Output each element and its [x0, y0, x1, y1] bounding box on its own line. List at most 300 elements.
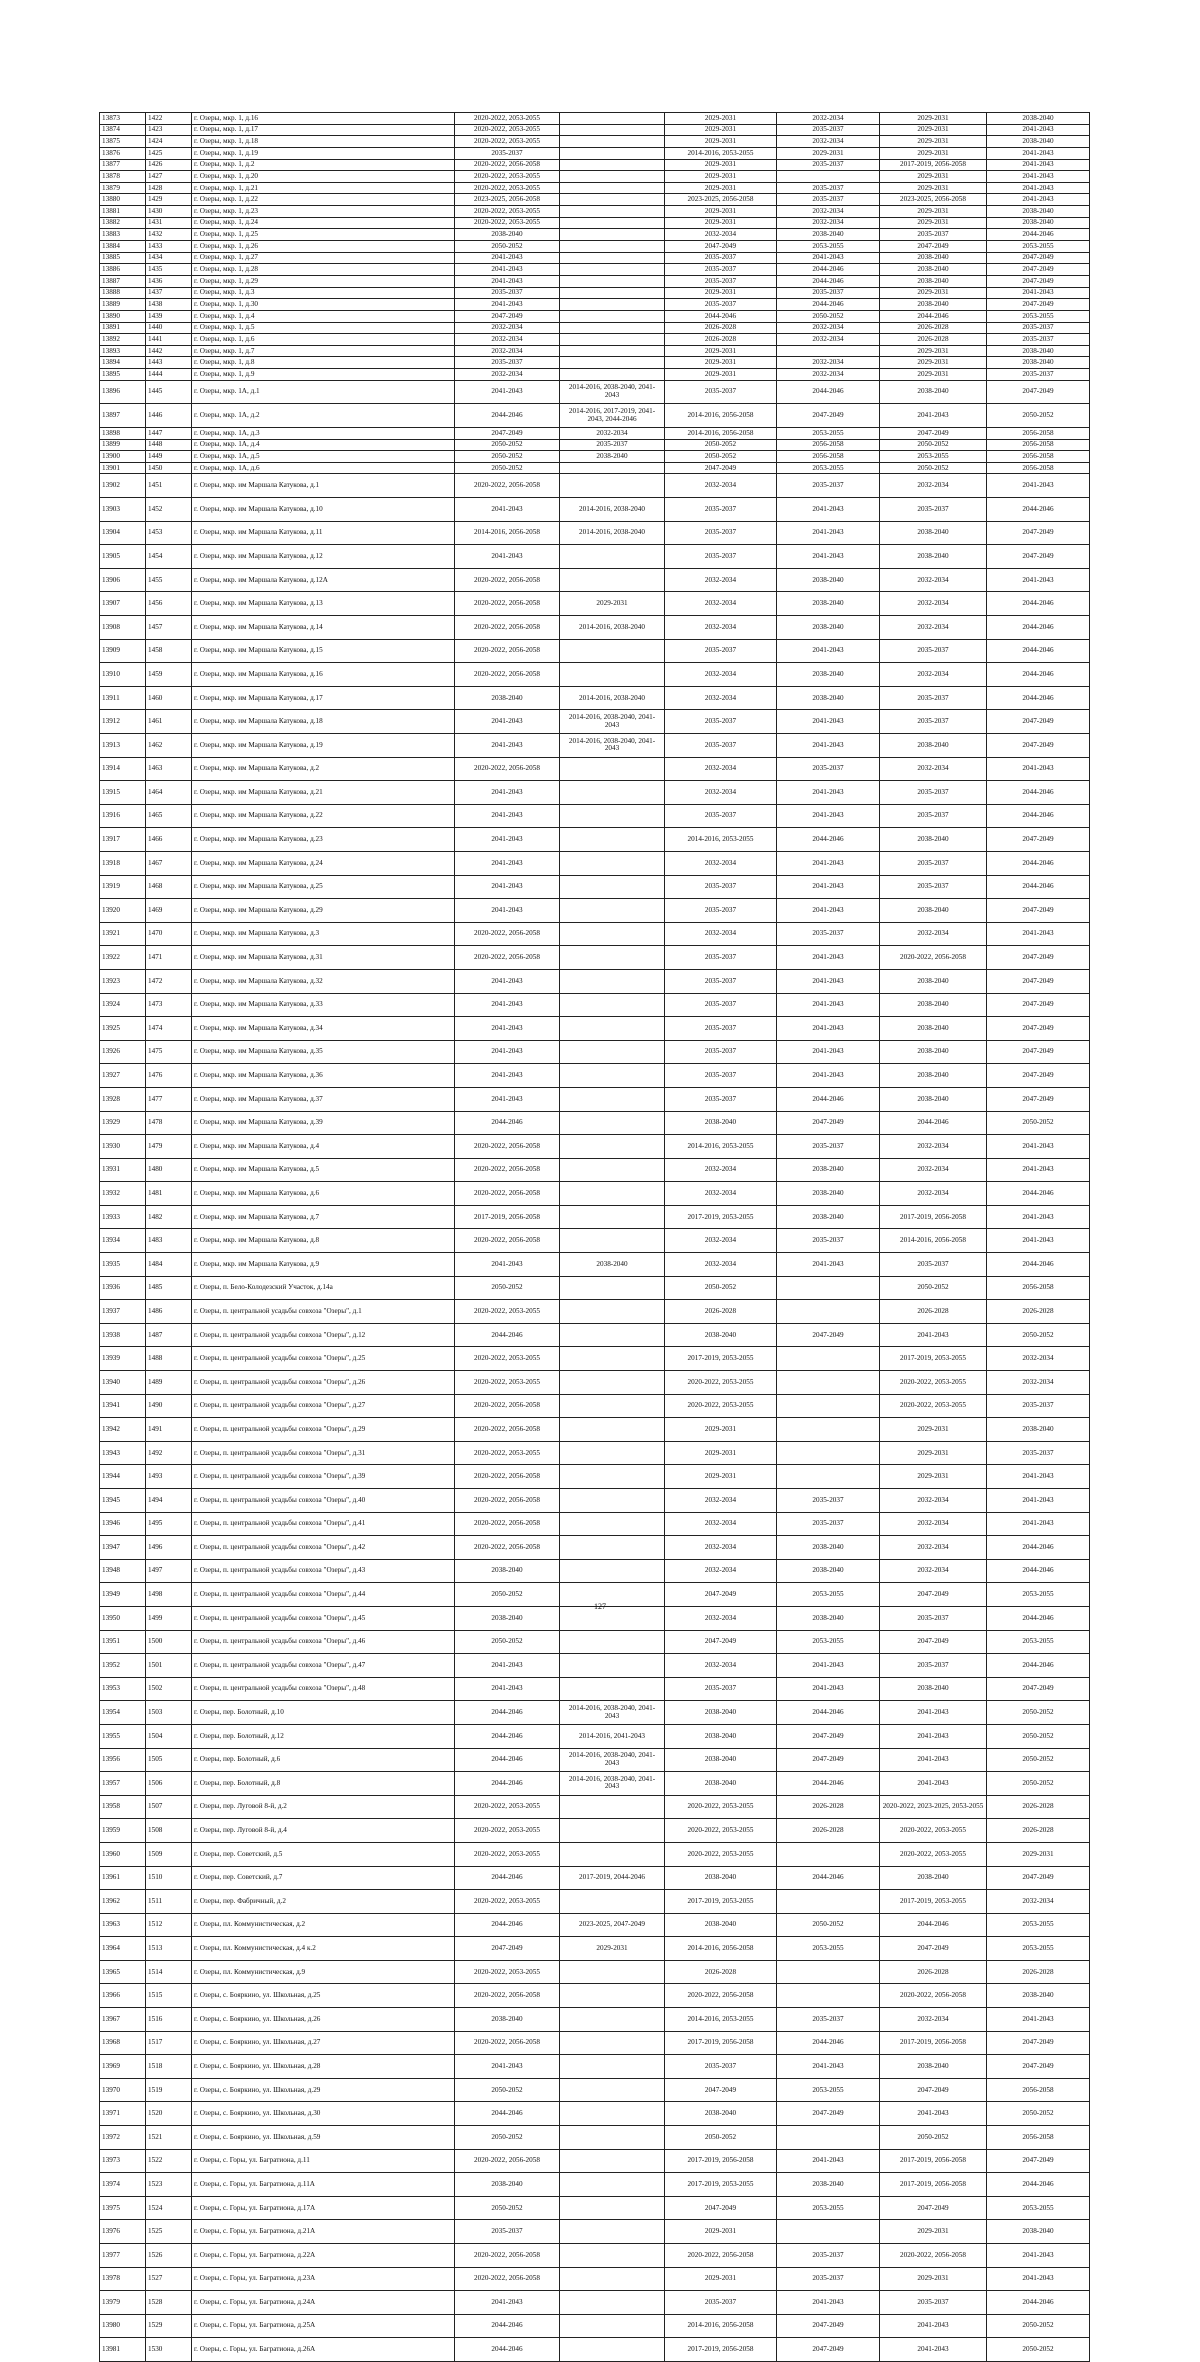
period-3-cell: 2035-2037 — [665, 969, 777, 993]
period-5-cell: 2032-2034 — [880, 2008, 987, 2032]
period-4-cell — [777, 1984, 880, 2008]
address-cell: г. Озеры, мкр. 1, д.26 — [192, 241, 455, 253]
table-row — [100, 147, 1090, 159]
address-cell: г. Озеры, мкр. им Маршала Катукова, д.24 — [192, 851, 455, 875]
row-id-cell: 13954 — [100, 1701, 146, 1725]
period-3-cell: 2032-2034 — [665, 1489, 777, 1513]
period-5-cell: 2038-2040 — [880, 993, 987, 1017]
period-4-cell: 2041-2043 — [777, 1017, 880, 1041]
period-6-cell: 2047-2049 — [987, 1866, 1090, 1890]
period-4-cell: 2047-2049 — [777, 1724, 880, 1748]
period-4-cell — [777, 1960, 880, 1984]
period-6-cell: 2056-2058 — [987, 1276, 1090, 1300]
table-row — [100, 1772, 1090, 1796]
period-6-cell: 2041-2043 — [987, 474, 1090, 498]
table-row — [100, 369, 1090, 381]
row-id-cell: 13945 — [100, 1489, 146, 1513]
table-row — [100, 1135, 1090, 1159]
period-5-cell: 2038-2040 — [880, 2055, 987, 2079]
period-2-cell — [560, 136, 665, 148]
period-5-cell: 2032-2034 — [880, 1536, 987, 1560]
row-number-cell: 1485 — [146, 1276, 192, 1300]
address-cell: г. Озеры, п. центральной усадьбы совхоза "Озеры", д.48 — [192, 1677, 455, 1701]
period-6-cell: 2053-2055 — [987, 241, 1090, 253]
row-id-cell: 13965 — [100, 1960, 146, 1984]
period-5-cell: 2038-2040 — [880, 969, 987, 993]
address-cell: г. Озеры, с. Горы, ул. Багратиона, д.17А — [192, 2196, 455, 2220]
table-row — [100, 1701, 1090, 1725]
period-2-cell — [560, 1394, 665, 1418]
period-1-cell: 2020-2022, 2056-2058 — [455, 1984, 560, 2008]
period-6-cell: 2044-2046 — [987, 1253, 1090, 1277]
period-4-cell: 2038-2040 — [777, 2173, 880, 2197]
period-2-cell: 2014-2016, 2038-2040 — [560, 686, 665, 710]
table-row — [100, 2102, 1090, 2126]
row-id-cell: 13924 — [100, 993, 146, 1017]
period-6-cell: 2056-2058 — [987, 2126, 1090, 2150]
period-4-cell: 2032-2034 — [777, 357, 880, 369]
period-4-cell: 2038-2040 — [777, 1536, 880, 1560]
period-3-cell: 2035-2037 — [665, 252, 777, 264]
period-5-cell: 2041-2043 — [880, 2314, 987, 2338]
row-number-cell: 1442 — [146, 345, 192, 357]
period-4-cell: 2035-2037 — [777, 922, 880, 946]
address-cell: г. Озеры, мкр. им Маршала Катукова, д.15 — [192, 639, 455, 663]
row-id-cell: 13960 — [100, 1842, 146, 1866]
period-4-cell: 2038-2040 — [777, 616, 880, 640]
period-1-cell: 2044-2046 — [455, 2102, 560, 2126]
period-1-cell: 2020-2022, 2053-2055 — [455, 182, 560, 194]
row-id-cell: 13957 — [100, 1772, 146, 1796]
period-1-cell: 2041-2043 — [455, 380, 560, 404]
row-id-cell: 13928 — [100, 1087, 146, 1111]
table-row — [100, 404, 1090, 428]
period-3-cell: 2029-2031 — [665, 136, 777, 148]
schedule-table — [99, 112, 1090, 2362]
period-3-cell: 2029-2031 — [665, 1418, 777, 1442]
address-cell: г. Озеры, мкр. им Маршала Катукова, д.4 — [192, 1135, 455, 1159]
period-2-cell: 2029-2031 — [560, 1937, 665, 1961]
period-4-cell: 2038-2040 — [777, 568, 880, 592]
period-4-cell: 2038-2040 — [777, 1606, 880, 1630]
address-cell: г. Озеры, мкр. 1, д.23 — [192, 206, 455, 218]
period-4-cell: 2056-2058 — [777, 451, 880, 463]
period-4-cell — [777, 1418, 880, 1442]
table-row — [100, 113, 1090, 125]
row-id-cell: 13907 — [100, 592, 146, 616]
address-cell: г. Озеры, п. центральной усадьбы совхоза "Озеры", д.40 — [192, 1489, 455, 1513]
period-6-cell: 2044-2046 — [987, 2173, 1090, 2197]
period-1-cell: 2050-2052 — [455, 1276, 560, 1300]
address-cell: г. Озеры, мкр. 1, д.21 — [192, 182, 455, 194]
period-6-cell: 2053-2055 — [987, 1583, 1090, 1607]
row-number-cell: 1521 — [146, 2126, 192, 2150]
table-row — [100, 171, 1090, 183]
table-row — [100, 1253, 1090, 1277]
period-2-cell — [560, 322, 665, 334]
period-4-cell: 2053-2055 — [777, 427, 880, 439]
period-3-cell: 2032-2034 — [665, 229, 777, 241]
period-3-cell: 2017-2019, 2053-2055 — [665, 1890, 777, 1914]
period-3-cell: 2032-2034 — [665, 1654, 777, 1678]
period-5-cell: 2038-2040 — [880, 275, 987, 287]
period-1-cell: 2020-2022, 2056-2058 — [455, 616, 560, 640]
row-id-cell: 13914 — [100, 757, 146, 781]
row-id-cell: 13951 — [100, 1630, 146, 1654]
address-cell: г. Озеры, мкр. 1А, д.4 — [192, 439, 455, 451]
row-number-cell: 1486 — [146, 1300, 192, 1324]
period-1-cell: 2020-2022, 2056-2058 — [455, 1418, 560, 1442]
period-6-cell: 2032-2034 — [987, 1347, 1090, 1371]
period-4-cell: 2053-2055 — [777, 2078, 880, 2102]
period-3-cell: 2020-2022, 2053-2055 — [665, 1795, 777, 1819]
period-2-cell — [560, 1536, 665, 1560]
table-row — [100, 334, 1090, 346]
row-id-cell: 13915 — [100, 781, 146, 805]
address-cell: г. Озеры, мкр. им Маршала Катукова, д.25 — [192, 875, 455, 899]
period-4-cell: 2047-2049 — [777, 2338, 880, 2362]
period-1-cell: 2020-2022, 2056-2058 — [455, 1158, 560, 1182]
period-5-cell: 2020-2022, 2053-2055 — [880, 1394, 987, 1418]
table-row — [100, 427, 1090, 439]
address-cell: г. Озеры, мкр. 1, д.28 — [192, 264, 455, 276]
row-id-cell: 13947 — [100, 1536, 146, 1560]
address-cell: г. Озеры, с. Бояркино, ул. Школьная, д.27 — [192, 2031, 455, 2055]
period-1-cell: 2020-2022, 2056-2058 — [455, 474, 560, 498]
row-id-cell: 13911 — [100, 686, 146, 710]
period-1-cell: 2035-2037 — [455, 147, 560, 159]
row-number-cell: 1456 — [146, 592, 192, 616]
period-4-cell: 2041-2043 — [777, 545, 880, 569]
period-2-cell: 2023-2025, 2047-2049 — [560, 1913, 665, 1937]
row-id-cell: 13875 — [100, 136, 146, 148]
period-3-cell: 2017-2019, 2056-2058 — [665, 2338, 777, 2362]
row-number-cell: 1450 — [146, 462, 192, 474]
period-2-cell — [560, 1512, 665, 1536]
period-4-cell — [777, 2220, 880, 2244]
period-6-cell: 2050-2052 — [987, 1748, 1090, 1772]
period-6-cell: 2047-2049 — [987, 946, 1090, 970]
period-3-cell: 2026-2028 — [665, 1300, 777, 1324]
row-number-cell: 1445 — [146, 380, 192, 404]
address-cell: г. Озеры, п. центральной усадьбы совхоза "Озеры", д.26 — [192, 1371, 455, 1395]
period-3-cell: 2029-2031 — [665, 206, 777, 218]
period-6-cell: 2041-2043 — [987, 2267, 1090, 2291]
period-5-cell: 2032-2034 — [880, 474, 987, 498]
table-row — [100, 1866, 1090, 1890]
period-5-cell: 2047-2049 — [880, 1630, 987, 1654]
period-4-cell: 2041-2043 — [777, 993, 880, 1017]
period-6-cell: 2056-2058 — [987, 462, 1090, 474]
address-cell: г. Озеры, пл. Коммунистическая, д.2 — [192, 1913, 455, 1937]
row-id-cell: 13922 — [100, 946, 146, 970]
period-2-cell — [560, 1347, 665, 1371]
period-1-cell: 2050-2052 — [455, 241, 560, 253]
period-3-cell: 2014-2016, 2056-2058 — [665, 2314, 777, 2338]
period-2-cell — [560, 828, 665, 852]
period-6-cell: 2041-2043 — [987, 1489, 1090, 1513]
table-row — [100, 1913, 1090, 1937]
table-row — [100, 322, 1090, 334]
period-1-cell: 2047-2049 — [455, 427, 560, 439]
period-6-cell: 2044-2046 — [987, 2291, 1090, 2315]
period-2-cell — [560, 1300, 665, 1324]
period-4-cell: 2035-2037 — [777, 2267, 880, 2291]
period-1-cell: 2035-2037 — [455, 357, 560, 369]
period-1-cell: 2014-2016, 2056-2058 — [455, 521, 560, 545]
period-2-cell — [560, 2149, 665, 2173]
address-cell: г. Озеры, п. центральной усадьбы совхоза "Озеры", д.43 — [192, 1559, 455, 1583]
period-2-cell — [560, 182, 665, 194]
row-id-cell: 13902 — [100, 474, 146, 498]
row-id-cell: 13900 — [100, 451, 146, 463]
period-1-cell: 2020-2022, 2053-2055 — [455, 217, 560, 229]
period-3-cell: 2017-2019, 2053-2055 — [665, 2173, 777, 2197]
period-3-cell: 2032-2034 — [665, 592, 777, 616]
table-row — [100, 1158, 1090, 1182]
period-2-cell — [560, 334, 665, 346]
period-1-cell: 2020-2022, 2053-2055 — [455, 1819, 560, 1843]
period-6-cell: 2047-2049 — [987, 264, 1090, 276]
table-row — [100, 946, 1090, 970]
table-row — [100, 592, 1090, 616]
period-4-cell: 2035-2037 — [777, 124, 880, 136]
row-id-cell: 13981 — [100, 2338, 146, 2362]
period-6-cell: 2038-2040 — [987, 345, 1090, 357]
period-5-cell: 2029-2031 — [880, 1465, 987, 1489]
period-3-cell: 2035-2037 — [665, 875, 777, 899]
period-5-cell: 2038-2040 — [880, 521, 987, 545]
table-row — [100, 1276, 1090, 1300]
address-cell: г. Озеры, п. центральной усадьбы совхоза "Озеры", д.39 — [192, 1465, 455, 1489]
period-1-cell: 2020-2022, 2056-2058 — [455, 2149, 560, 2173]
period-1-cell: 2020-2022, 2056-2058 — [455, 1536, 560, 1560]
period-1-cell: 2041-2043 — [455, 1677, 560, 1701]
period-1-cell: 2044-2046 — [455, 1724, 560, 1748]
period-4-cell: 2050-2052 — [777, 310, 880, 322]
address-cell: г. Озеры, пер. Болотный, д.10 — [192, 1701, 455, 1725]
row-number-cell: 1498 — [146, 1583, 192, 1607]
row-number-cell: 1526 — [146, 2244, 192, 2268]
row-number-cell: 1424 — [146, 136, 192, 148]
period-4-cell: 2053-2055 — [777, 462, 880, 474]
row-id-cell: 13881 — [100, 206, 146, 218]
address-cell: г. Озеры, пер. Луговой 8-й, д.2 — [192, 1795, 455, 1819]
table-row — [100, 639, 1090, 663]
period-1-cell: 2032-2034 — [455, 334, 560, 346]
table-row — [100, 828, 1090, 852]
period-2-cell: 2014-2016, 2038-2040, 2041-2043 — [560, 710, 665, 734]
table-row — [100, 217, 1090, 229]
row-number-cell: 1516 — [146, 2008, 192, 2032]
period-1-cell: 2041-2043 — [455, 875, 560, 899]
period-4-cell: 2053-2055 — [777, 1937, 880, 1961]
row-number-cell: 1471 — [146, 946, 192, 970]
period-2-cell — [560, 1441, 665, 1465]
period-5-cell: 2038-2040 — [880, 828, 987, 852]
period-6-cell: 2041-2043 — [987, 922, 1090, 946]
address-cell: г. Озеры, мкр. им Маршала Катукова, д.39 — [192, 1111, 455, 1135]
row-id-cell: 13923 — [100, 969, 146, 993]
period-1-cell: 2020-2022, 2056-2058 — [455, 663, 560, 687]
address-cell: г. Озеры, мкр. им Маршала Катукова, д.14 — [192, 616, 455, 640]
row-number-cell: 1513 — [146, 1937, 192, 1961]
table-row — [100, 2244, 1090, 2268]
table-row — [100, 521, 1090, 545]
period-3-cell: 2032-2034 — [665, 568, 777, 592]
row-id-cell: 13877 — [100, 159, 146, 171]
period-5-cell: 2032-2034 — [880, 1135, 987, 1159]
row-id-cell: 13936 — [100, 1276, 146, 1300]
period-4-cell: 2041-2043 — [777, 1064, 880, 1088]
period-2-cell — [560, 2291, 665, 2315]
period-1-cell: 2020-2022, 2053-2055 — [455, 124, 560, 136]
period-5-cell: 2026-2028 — [880, 322, 987, 334]
period-2-cell — [560, 2173, 665, 2197]
row-number-cell: 1472 — [146, 969, 192, 993]
period-4-cell: 2044-2046 — [777, 1087, 880, 1111]
period-2-cell — [560, 474, 665, 498]
row-id-cell: 13885 — [100, 252, 146, 264]
period-4-cell — [777, 171, 880, 183]
period-3-cell: 2038-2040 — [665, 1111, 777, 1135]
period-4-cell: 2041-2043 — [777, 639, 880, 663]
period-5-cell: 2029-2031 — [880, 1418, 987, 1442]
table-row — [100, 357, 1090, 369]
period-6-cell: 2044-2046 — [987, 1559, 1090, 1583]
address-cell: г. Озеры, мкр. 1, д.7 — [192, 345, 455, 357]
period-2-cell — [560, 851, 665, 875]
period-6-cell: 2041-2043 — [987, 182, 1090, 194]
row-id-cell: 13926 — [100, 1040, 146, 1064]
period-6-cell: 2032-2034 — [987, 1890, 1090, 1914]
row-number-cell: 1504 — [146, 1724, 192, 1748]
period-1-cell: 2020-2022, 2056-2058 — [455, 1182, 560, 1206]
address-cell: г. Озеры, мкр. им Маршала Катукова, д.31 — [192, 946, 455, 970]
table-row — [100, 1465, 1090, 1489]
period-5-cell: 2044-2046 — [880, 310, 987, 322]
address-cell: г. Озеры, мкр. им Маршала Катукова, д.22 — [192, 804, 455, 828]
period-3-cell: 2047-2049 — [665, 2196, 777, 2220]
period-2-cell — [560, 1323, 665, 1347]
period-1-cell: 2050-2052 — [455, 2196, 560, 2220]
period-4-cell: 2053-2055 — [777, 1583, 880, 1607]
period-4-cell: 2044-2046 — [777, 1772, 880, 1796]
period-4-cell — [777, 1890, 880, 1914]
period-6-cell: 2041-2043 — [987, 568, 1090, 592]
period-2-cell — [560, 1630, 665, 1654]
period-6-cell: 2053-2055 — [987, 1913, 1090, 1937]
row-id-cell: 13901 — [100, 462, 146, 474]
period-1-cell: 2050-2052 — [455, 462, 560, 474]
period-3-cell: 2035-2037 — [665, 1040, 777, 1064]
period-6-cell: 2038-2040 — [987, 1984, 1090, 2008]
period-3-cell: 2020-2022, 2053-2055 — [665, 1842, 777, 1866]
row-number-cell: 1455 — [146, 568, 192, 592]
table-row — [100, 345, 1090, 357]
row-number-cell: 1427 — [146, 171, 192, 183]
period-2-cell — [560, 357, 665, 369]
period-2-cell: 2032-2034 — [560, 427, 665, 439]
period-5-cell: 2029-2031 — [880, 2267, 987, 2291]
period-4-cell: 2038-2040 — [777, 1559, 880, 1583]
row-number-cell: 1479 — [146, 1135, 192, 1159]
row-id-cell: 13931 — [100, 1158, 146, 1182]
period-1-cell: 2020-2022, 2056-2058 — [455, 1465, 560, 1489]
row-number-cell: 1511 — [146, 1890, 192, 1914]
period-5-cell: 2035-2037 — [880, 804, 987, 828]
address-cell: г. Озеры, мкр. им Маршала Катукова, д.5 — [192, 1158, 455, 1182]
period-3-cell: 2026-2028 — [665, 1960, 777, 1984]
address-cell: г. Озеры, мкр. им Маршала Катукова, д.13 — [192, 592, 455, 616]
period-5-cell: 2038-2040 — [880, 1040, 987, 1064]
period-6-cell: 2038-2040 — [987, 217, 1090, 229]
period-6-cell: 2035-2037 — [987, 1441, 1090, 1465]
row-number-cell: 1482 — [146, 1205, 192, 1229]
period-2-cell — [560, 194, 665, 206]
table-row — [100, 1559, 1090, 1583]
table-row — [100, 1347, 1090, 1371]
period-4-cell: 2050-2052 — [777, 1913, 880, 1937]
address-cell: г. Озеры, мкр. им Маршала Катукова, д.7 — [192, 1205, 455, 1229]
period-4-cell: 2053-2055 — [777, 2196, 880, 2220]
period-1-cell: 2044-2046 — [455, 2338, 560, 2362]
period-4-cell: 2047-2049 — [777, 2314, 880, 2338]
period-1-cell: 2020-2022, 2053-2055 — [455, 1300, 560, 1324]
period-2-cell — [560, 2196, 665, 2220]
period-5-cell: 2035-2037 — [880, 781, 987, 805]
period-6-cell: 2056-2058 — [987, 439, 1090, 451]
period-3-cell: 2032-2034 — [665, 851, 777, 875]
period-6-cell: 2041-2043 — [987, 1158, 1090, 1182]
table-row — [100, 568, 1090, 592]
table-row — [100, 1819, 1090, 1843]
row-number-cell: 1525 — [146, 2220, 192, 2244]
period-2-cell — [560, 252, 665, 264]
address-cell: г. Озеры, с. Горы, ул. Багратиона, д.11 — [192, 2149, 455, 2173]
row-number-cell: 1493 — [146, 1465, 192, 1489]
address-cell: г. Озеры, мкр. 1, д.25 — [192, 229, 455, 241]
row-id-cell: 13955 — [100, 1724, 146, 1748]
period-6-cell: 2050-2052 — [987, 1724, 1090, 1748]
period-2-cell — [560, 1135, 665, 1159]
address-cell: г. Озеры, с. Горы, ул. Багратиона, д.11А — [192, 2173, 455, 2197]
table-row — [100, 875, 1090, 899]
period-5-cell: 2050-2052 — [880, 462, 987, 474]
row-id-cell: 13892 — [100, 334, 146, 346]
address-cell: г. Озеры, мкр. им Маршала Катукова, д.17 — [192, 686, 455, 710]
row-id-cell: 13940 — [100, 1371, 146, 1395]
period-2-cell — [560, 2078, 665, 2102]
period-3-cell: 2020-2022, 2053-2055 — [665, 1819, 777, 1843]
row-number-cell: 1502 — [146, 1677, 192, 1701]
period-2-cell — [560, 1795, 665, 1819]
row-number-cell: 1426 — [146, 159, 192, 171]
period-5-cell: 2017-2019, 2056-2058 — [880, 1205, 987, 1229]
address-cell: г. Озеры, мкр. 1, д.19 — [192, 147, 455, 159]
row-id-cell: 13974 — [100, 2173, 146, 2197]
row-number-cell: 1447 — [146, 427, 192, 439]
row-number-cell: 1492 — [146, 1441, 192, 1465]
table-row — [100, 1677, 1090, 1701]
row-number-cell: 1484 — [146, 1253, 192, 1277]
period-1-cell: 2020-2022, 2056-2058 — [455, 159, 560, 171]
period-6-cell: 2044-2046 — [987, 592, 1090, 616]
row-id-cell: 13942 — [100, 1418, 146, 1442]
period-5-cell: 2041-2043 — [880, 2102, 987, 2126]
table-row — [100, 686, 1090, 710]
address-cell: г. Озеры, пл. Коммунистическая, д.9 — [192, 1960, 455, 1984]
